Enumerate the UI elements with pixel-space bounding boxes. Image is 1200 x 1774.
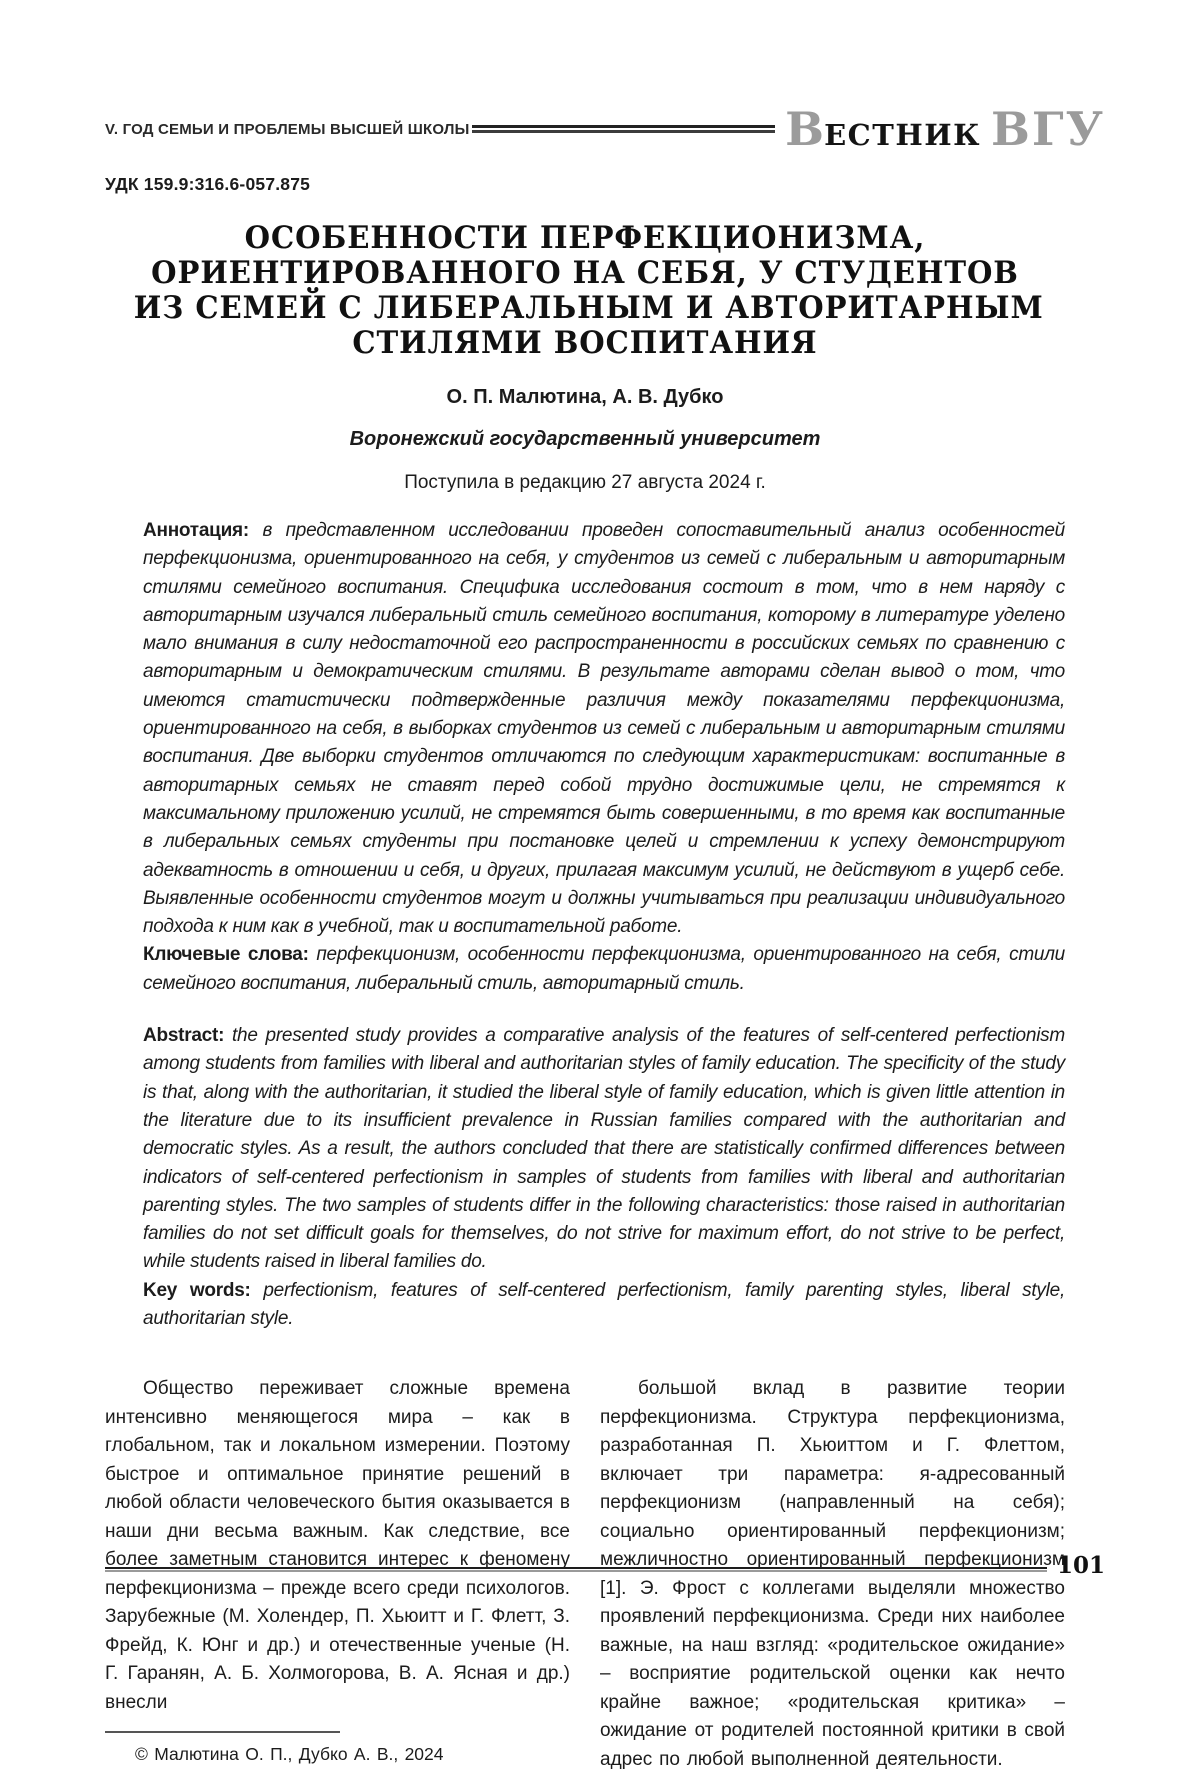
body-paragraph-left: Общество переживает сложные времена интенсивно меняющегося мира – как в глобальном, так и локальном измерении. Поэтому быстрое и оптимальное принятие решений в любой области человеческого бытия оказывается в наши дни весьма важным. Как следствие, все более заметным становится интерес к феномену перфекционизма – прежде всего среди психологов. Зарубежные (М. Холендер, П. Хьюитт и Г. Флетт, З. Фрейд, К. Юнг и др.) и отечественные ученые (Н. Г. Гаранян, А. Б. Холмогорова, В. А. Ясная и др.) внесли <box>105 1378 570 1713</box>
title-line-1: ОСОБЕННОСТИ ПЕРФЕКЦИОНИЗМА, <box>244 220 926 256</box>
abstract-en-block <box>105 1022 1065 1333</box>
article-title <box>105 221 1065 361</box>
abstract-en-label: Abstract: <box>143 1025 225 1047</box>
keywords-en-label: Key words: <box>143 1279 251 1301</box>
keywords-en-paragraph <box>143 1277 1065 1334</box>
page-number: 101 <box>1056 1552 1105 1579</box>
annotation-label: Аннотация: <box>143 520 249 541</box>
footnote-rule <box>105 1731 340 1733</box>
affiliation-line: Воронежский государственный университет <box>349 428 821 450</box>
journal-logo-name: ЕСТНИК <box>824 118 982 152</box>
authors-line: О. П. Малютина, А. В. Дубко <box>446 386 724 408</box>
journal-logo-abbr: ВГУ <box>991 102 1105 156</box>
journal-header <box>105 102 1105 156</box>
keywords-label: Ключевые слова: <box>143 944 309 966</box>
copyright-note: © Малютина О. П., Дубко А. В., 2024 <box>135 1744 444 1765</box>
footer-rule <box>105 1567 1047 1572</box>
page-footer <box>105 1552 1105 1579</box>
keywords-en-text: perfectionism, features of self-centered perfectionism, family parenting styles, liberal style, authoritarian style. <box>143 1279 1066 1330</box>
udc-number: УДК 159.9:316.6-057.875 <box>105 174 311 194</box>
journal-logo <box>785 102 1105 156</box>
section-label: V. ГОД СЕМЬИ И ПРОБЛЕМЫ ВЫСШЕЙ ШКОЛЫ <box>105 120 470 138</box>
annotation-block <box>105 517 1065 998</box>
body-paragraph-right: большой вклад в развитие теории перфекционизма. Структура перфекционизма, разработанная П. Хьюиттом и Г. Флеттом, включает три параметра: я-адресованный перфекционизм (направленный на себя); социально ориентированный перфекционизм; межличностно ориентированный перфекционизм [1]. Э. Фрост с коллегами выделяли множество проявлений перфекционизма. Среди них наиболее важные, на наш взгляд: «родительское ожидание» – восприятие родительской оценки как нечто крайне важное; «родительская критика» – ожидание от родителей постоянной критики в свой адрес по любой выполненной деятельности. <box>600 1378 1065 1770</box>
keywords-paragraph <box>143 941 1065 998</box>
keywords-text: перфекционизм, особенности перфекционизма, ориентированного на себя, стили семейного воспитания, либеральный стиль, авторитарный стиль. <box>143 944 1065 994</box>
title-line-3: ИЗ СЕМЕЙ С ЛИБЕРАЛЬНЫМ И АВТОРИТАРНЫМ <box>133 290 1044 326</box>
title-line-4: СТИЛЯМИ ВОСПИТАНИЯ <box>352 325 818 361</box>
annotation-text: в представленном исследовании проведен сопоставительный анализ особенностей перфекционизма, ориентированного на себя, у студентов из семей с либеральным и авторитарным стилями семейного воспитания. Специфика исследования состоит в том, что в нем наряду с авторитарным изучался либеральный стиль семейного воспитания, которому в литературе уделено мало внимания в силу недостаточной его распространенности в российских семьях по сравнению с авторитарным и демократическим стилями. В результате авторами сделан вывод о том, что имеются статистически подтвержденные различия между показателями перфекционизма, ориентированного на себя, в выборках студентов из семей с либеральным и авторитарным стилями воспитания. Две выборки студентов отличаются по следующим характеристикам: воспитанные в авторитарных семьях не ставят перед собой трудно достижимые цели, не стремятся к максимальному приложению усилий, не стремятся быть совершенными, в то время как воспитанные в либеральных семьях студенты при постановке целей и стремлении к успеху демонстрируют адекватность в отношении и себя, и других, прилагая максимум усилий, не действуют в ущерб себе. Выявленные особенности студентов могут и должны учитываться при реализации индивидуального подхода к ним как в учебной, так и воспитательной работе. <box>143 520 1065 938</box>
abstract-en-paragraph <box>143 1022 1065 1277</box>
abstract-en-text: the presented study provides a comparative analysis of the features of self-centered perfectionism among students from families with liberal and authoritarian styles of family education. The specificity of the study is that, along with the authoritarian, it studied the liberal style of family education, which is given little attention in the literature due to its insufficient prevalence in Russian families compared with the authoritarian and democratic styles. As a result, the authors concluded that there are statistically confirmed differences between indicators of self-centered perfectionism in samples of students from families with liberal and authoritarian parenting styles. The two samples of students differ in the following characteristics: those raised in authoritarian families do not set difficult goals for themselves, do not strive for maximum effort, do not strive to be perfect, while students raised in liberal families do. <box>143 1025 1065 1273</box>
header-rule <box>472 125 775 133</box>
received-date-line: Поступила в редакцию 27 августа 2024 г. <box>404 472 766 493</box>
footnote-area <box>105 1731 570 1769</box>
annotation-paragraph <box>143 517 1065 941</box>
title-line-2: ОРИЕНТИРОВАННОГО НА СЕБЯ, У СТУДЕНТОВ <box>151 255 1019 291</box>
journal-logo-initial: В <box>785 102 825 156</box>
